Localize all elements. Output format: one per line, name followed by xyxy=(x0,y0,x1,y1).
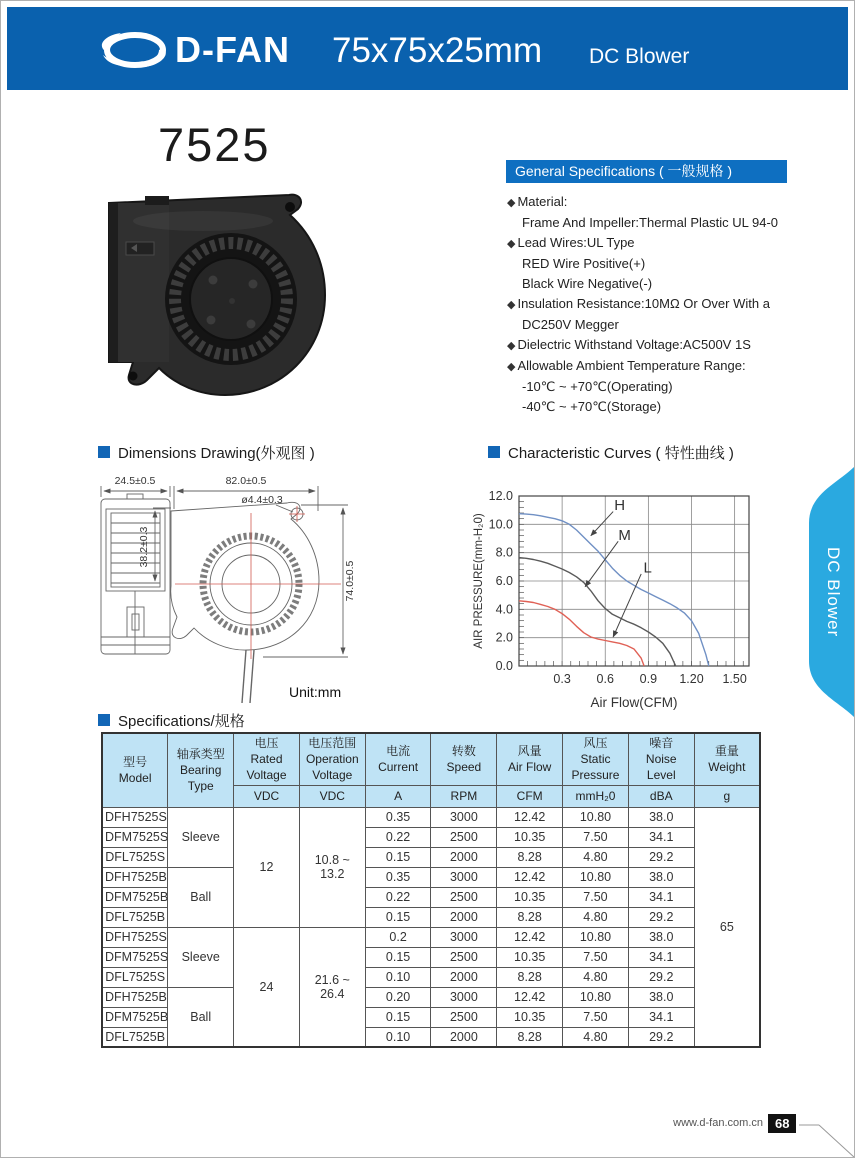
spec-item-text: Frame And Impeller:Thermal Plastic UL 94-0 xyxy=(522,215,779,230)
model-cell: DFL7525S xyxy=(102,847,168,867)
product-size-title: 75x75x25mm xyxy=(332,31,543,70)
value-cell: 34.1 xyxy=(628,827,694,847)
value-cell: 0.22 xyxy=(365,827,431,847)
column-header: 电压范围 Operation Voltage xyxy=(299,733,365,785)
column-unit: dBA xyxy=(628,785,694,807)
value-cell: 7.50 xyxy=(563,1007,629,1027)
value-cell: 12.42 xyxy=(497,867,563,887)
value-cell: 29.2 xyxy=(628,847,694,867)
svg-text:M: M xyxy=(618,526,631,544)
value-cell: 10.80 xyxy=(563,987,629,1007)
spec-item-text: Material: xyxy=(517,194,568,209)
svg-text:L: L xyxy=(643,559,652,577)
spec-item xyxy=(507,213,807,233)
value-cell: 2500 xyxy=(431,887,497,907)
value-cell: 8.28 xyxy=(497,847,563,867)
bearing-cell: Sleeve xyxy=(168,927,234,987)
spec-item xyxy=(507,233,807,254)
dim-inner-height: 38.2±0.3 xyxy=(138,526,150,568)
model-cell: DFH7525B xyxy=(102,867,168,887)
operation-voltage-cell: 21.6 ~ 26.4 xyxy=(299,927,365,1047)
table-row xyxy=(102,987,760,1007)
svg-text:1.50: 1.50 xyxy=(722,672,747,686)
value-cell: 8.28 xyxy=(497,907,563,927)
value-cell: 0.10 xyxy=(365,1027,431,1047)
model-cell: DFL7525B xyxy=(102,1027,168,1047)
value-cell: 10.35 xyxy=(497,947,563,967)
svg-text:4.0: 4.0 xyxy=(495,602,513,617)
svg-text:6.0: 6.0 xyxy=(495,574,513,588)
value-cell: 12.42 xyxy=(497,987,563,1007)
brand-name: D-FAN xyxy=(175,29,290,70)
model-cell: DFL7525S xyxy=(102,967,168,987)
unit-label: Unit:mm xyxy=(289,684,342,700)
dim-side-width: 24.5±0.5 xyxy=(114,475,156,487)
value-cell: 0.15 xyxy=(365,907,431,927)
value-cell: 7.50 xyxy=(563,827,629,847)
column-unit: A xyxy=(365,785,431,807)
diamond-bullet-icon: ◆ xyxy=(507,197,516,209)
value-cell: 0.35 xyxy=(365,867,431,887)
column-header: 风量 Air Flow xyxy=(497,733,563,785)
value-cell: 38.0 xyxy=(628,987,694,1007)
spec-table-body xyxy=(102,807,760,1047)
column-unit: VDC xyxy=(234,785,300,807)
spec-item xyxy=(507,192,807,213)
column-header: 转数 Speed xyxy=(431,733,497,785)
spec-item xyxy=(507,315,807,335)
diamond-bullet-icon: ◆ xyxy=(507,340,516,352)
value-cell: 0.20 xyxy=(365,987,431,1007)
side-tab-label: DC Blower xyxy=(824,546,843,638)
rated-voltage-cell: 24 xyxy=(234,927,300,1047)
operation-voltage-cell: 10.8 ~ 13.2 xyxy=(299,807,365,927)
spec-item-text: Black Wire Negative(-) xyxy=(522,276,653,291)
column-header: 重量 Weight xyxy=(694,733,760,785)
value-cell: 38.0 xyxy=(628,807,694,827)
website-url: www.d-fan.com.cn xyxy=(673,1117,763,1129)
value-cell: 2000 xyxy=(431,967,497,987)
dimensions-section-title: Dimensions Drawing(外观图 ) xyxy=(98,442,315,463)
spec-item xyxy=(507,356,807,377)
column-header: 型号 Model xyxy=(102,733,168,807)
weight-cell: 65 xyxy=(694,807,760,1047)
svg-text:0.0: 0.0 xyxy=(495,659,513,673)
value-cell: 2500 xyxy=(431,827,497,847)
value-cell: 2000 xyxy=(431,907,497,927)
spec-section-title: Specifications/规格 xyxy=(98,710,245,731)
model-cell: DFM7525B xyxy=(102,887,168,907)
value-cell: 12.42 xyxy=(497,927,563,947)
svg-text:AIR PRESSURE(mm-H₂0): AIR PRESSURE(mm-H₂0) xyxy=(473,513,485,649)
dim-hole: ø4.4±0.3 xyxy=(241,494,283,506)
svg-text:H: H xyxy=(614,497,626,515)
spec-item xyxy=(507,335,807,356)
column-unit: VDC xyxy=(299,785,365,807)
svg-text:10.0: 10.0 xyxy=(488,517,513,532)
dc-blower-side-tab xyxy=(801,463,855,721)
model-number-title: 7525 xyxy=(158,118,271,171)
general-specs-header: General Specifications ( 一般规格 ) xyxy=(506,160,787,183)
value-cell: 29.2 xyxy=(628,967,694,987)
value-cell: 10.35 xyxy=(497,887,563,907)
spec-item-text: Dielectric Withstand Voltage:AC500V 1S xyxy=(517,337,751,352)
value-cell: 38.0 xyxy=(628,867,694,887)
blower-product-photo xyxy=(93,187,328,415)
value-cell: 10.35 xyxy=(497,827,563,847)
value-cell: 10.35 xyxy=(497,1007,563,1027)
top-banner xyxy=(7,7,848,90)
svg-text:2.0: 2.0 xyxy=(495,630,513,645)
value-cell: 3000 xyxy=(431,807,497,827)
bearing-cell: Ball xyxy=(168,867,234,927)
page-number-badge: 68 xyxy=(768,1114,796,1133)
table-row xyxy=(102,867,760,887)
value-cell: 29.2 xyxy=(628,907,694,927)
spec-item-text: -10℃ ~ +70℃(Operating) xyxy=(522,379,673,394)
model-cell: DFM7525S xyxy=(102,827,168,847)
value-cell: 4.80 xyxy=(563,847,629,867)
value-cell: 8.28 xyxy=(497,967,563,987)
value-cell: 10.80 xyxy=(563,927,629,947)
svg-text:8.0: 8.0 xyxy=(495,545,513,560)
rated-voltage-cell: 12 xyxy=(234,807,300,927)
spec-item-text: Allowable Ambient Temperature Range: xyxy=(517,358,746,373)
value-cell: 4.80 xyxy=(563,967,629,987)
value-cell: 10.80 xyxy=(563,807,629,827)
value-cell: 2500 xyxy=(431,1007,497,1027)
diamond-bullet-icon: ◆ xyxy=(507,361,516,373)
value-cell: 34.1 xyxy=(628,947,694,967)
spec-item xyxy=(507,377,807,397)
value-cell: 38.0 xyxy=(628,927,694,947)
spec-item-text: -40℃ ~ +70℃(Storage) xyxy=(522,399,662,414)
model-cell: DFL7525B xyxy=(102,907,168,927)
column-unit: RPM xyxy=(431,785,497,807)
footer-corner-lines xyxy=(799,1113,855,1158)
value-cell: 0.15 xyxy=(365,947,431,967)
value-cell: 7.50 xyxy=(563,887,629,907)
spec-item-text: Lead Wires:UL Type xyxy=(517,235,635,250)
value-cell: 3000 xyxy=(431,867,497,887)
characteristic-curves-chart xyxy=(469,454,781,712)
diamond-bullet-icon: ◆ xyxy=(507,238,516,250)
value-cell: 8.28 xyxy=(497,1027,563,1047)
value-cell: 0.35 xyxy=(365,807,431,827)
value-cell: 2500 xyxy=(431,947,497,967)
value-cell: 29.2 xyxy=(628,1027,694,1047)
value-cell: 2000 xyxy=(431,847,497,867)
blue-square-bullet-icon xyxy=(98,714,110,726)
value-cell: 3000 xyxy=(431,927,497,947)
model-cell: DFM7525S xyxy=(102,947,168,967)
product-type-title: DC Blower xyxy=(589,45,690,68)
value-cell: 34.1 xyxy=(628,1007,694,1027)
dfan-logo-swirl-icon xyxy=(99,25,169,73)
table-row xyxy=(102,807,760,827)
value-cell: 7.50 xyxy=(563,947,629,967)
column-header: 电流 Current xyxy=(365,733,431,785)
value-cell: 0.15 xyxy=(365,847,431,867)
column-unit: mmH₂0 xyxy=(563,785,629,807)
model-cell: DFM7525B xyxy=(102,1007,168,1027)
value-cell: 3000 xyxy=(431,987,497,1007)
spec-item-text: RED Wire Positive(+) xyxy=(522,256,646,271)
svg-text:12.0: 12.0 xyxy=(488,489,513,503)
bearing-cell: Ball xyxy=(168,987,234,1047)
value-cell: 2000 xyxy=(431,1027,497,1047)
diamond-bullet-icon: ◆ xyxy=(507,299,516,311)
column-header: 噪音 Noise Level xyxy=(628,733,694,785)
value-cell: 4.80 xyxy=(563,1027,629,1047)
value-cell: 10.80 xyxy=(563,867,629,887)
general-specs-list xyxy=(507,192,807,417)
dim-front-width: 82.0±0.5 xyxy=(225,475,267,487)
model-cell: DFH7525B xyxy=(102,987,168,1007)
svg-text:1.20: 1.20 xyxy=(679,672,704,686)
value-cell: 0.22 xyxy=(365,887,431,907)
value-cell: 0.10 xyxy=(365,967,431,987)
spec-item xyxy=(507,294,807,315)
value-cell: 34.1 xyxy=(628,887,694,907)
value-cell: 0.15 xyxy=(365,1007,431,1027)
column-header: 轴承类型 Bearing Type xyxy=(168,733,234,807)
spec-item-text: Insulation Resistance:10MΩ Or Over With a xyxy=(517,296,770,311)
spec-table-head xyxy=(102,733,760,807)
svg-text:0.6: 0.6 xyxy=(596,672,614,686)
spec-item-text: DC250V Megger xyxy=(522,317,619,332)
model-cell: DFH7525S xyxy=(102,807,168,827)
dimensions-drawing xyxy=(91,469,411,721)
svg-text:Air Flow(CFM): Air Flow(CFM) xyxy=(590,695,678,710)
value-cell: 12.42 xyxy=(497,807,563,827)
svg-text:0.9: 0.9 xyxy=(639,672,658,686)
specifications-table xyxy=(101,732,761,1048)
bearing-cell: Sleeve xyxy=(168,807,234,867)
value-cell: 0.2 xyxy=(365,927,431,947)
svg-text:0.3: 0.3 xyxy=(553,672,571,686)
spec-item xyxy=(507,397,807,417)
column-unit: CFM xyxy=(497,785,563,807)
spec-item xyxy=(507,254,807,274)
value-cell: 4.80 xyxy=(563,907,629,927)
table-row xyxy=(102,927,760,947)
dim-total-height: 74.0±0.5 xyxy=(344,560,356,602)
column-header: 电压 Rated Voltage xyxy=(234,733,300,785)
spec-item xyxy=(507,274,807,294)
blue-square-bullet-icon xyxy=(98,446,110,458)
column-header: 风压 Static Pressure xyxy=(563,733,629,785)
curves-section-title: Characteristic Curves ( 特性曲线 ) xyxy=(488,442,734,463)
model-cell: DFH7525S xyxy=(102,927,168,947)
column-unit: g xyxy=(694,785,760,807)
